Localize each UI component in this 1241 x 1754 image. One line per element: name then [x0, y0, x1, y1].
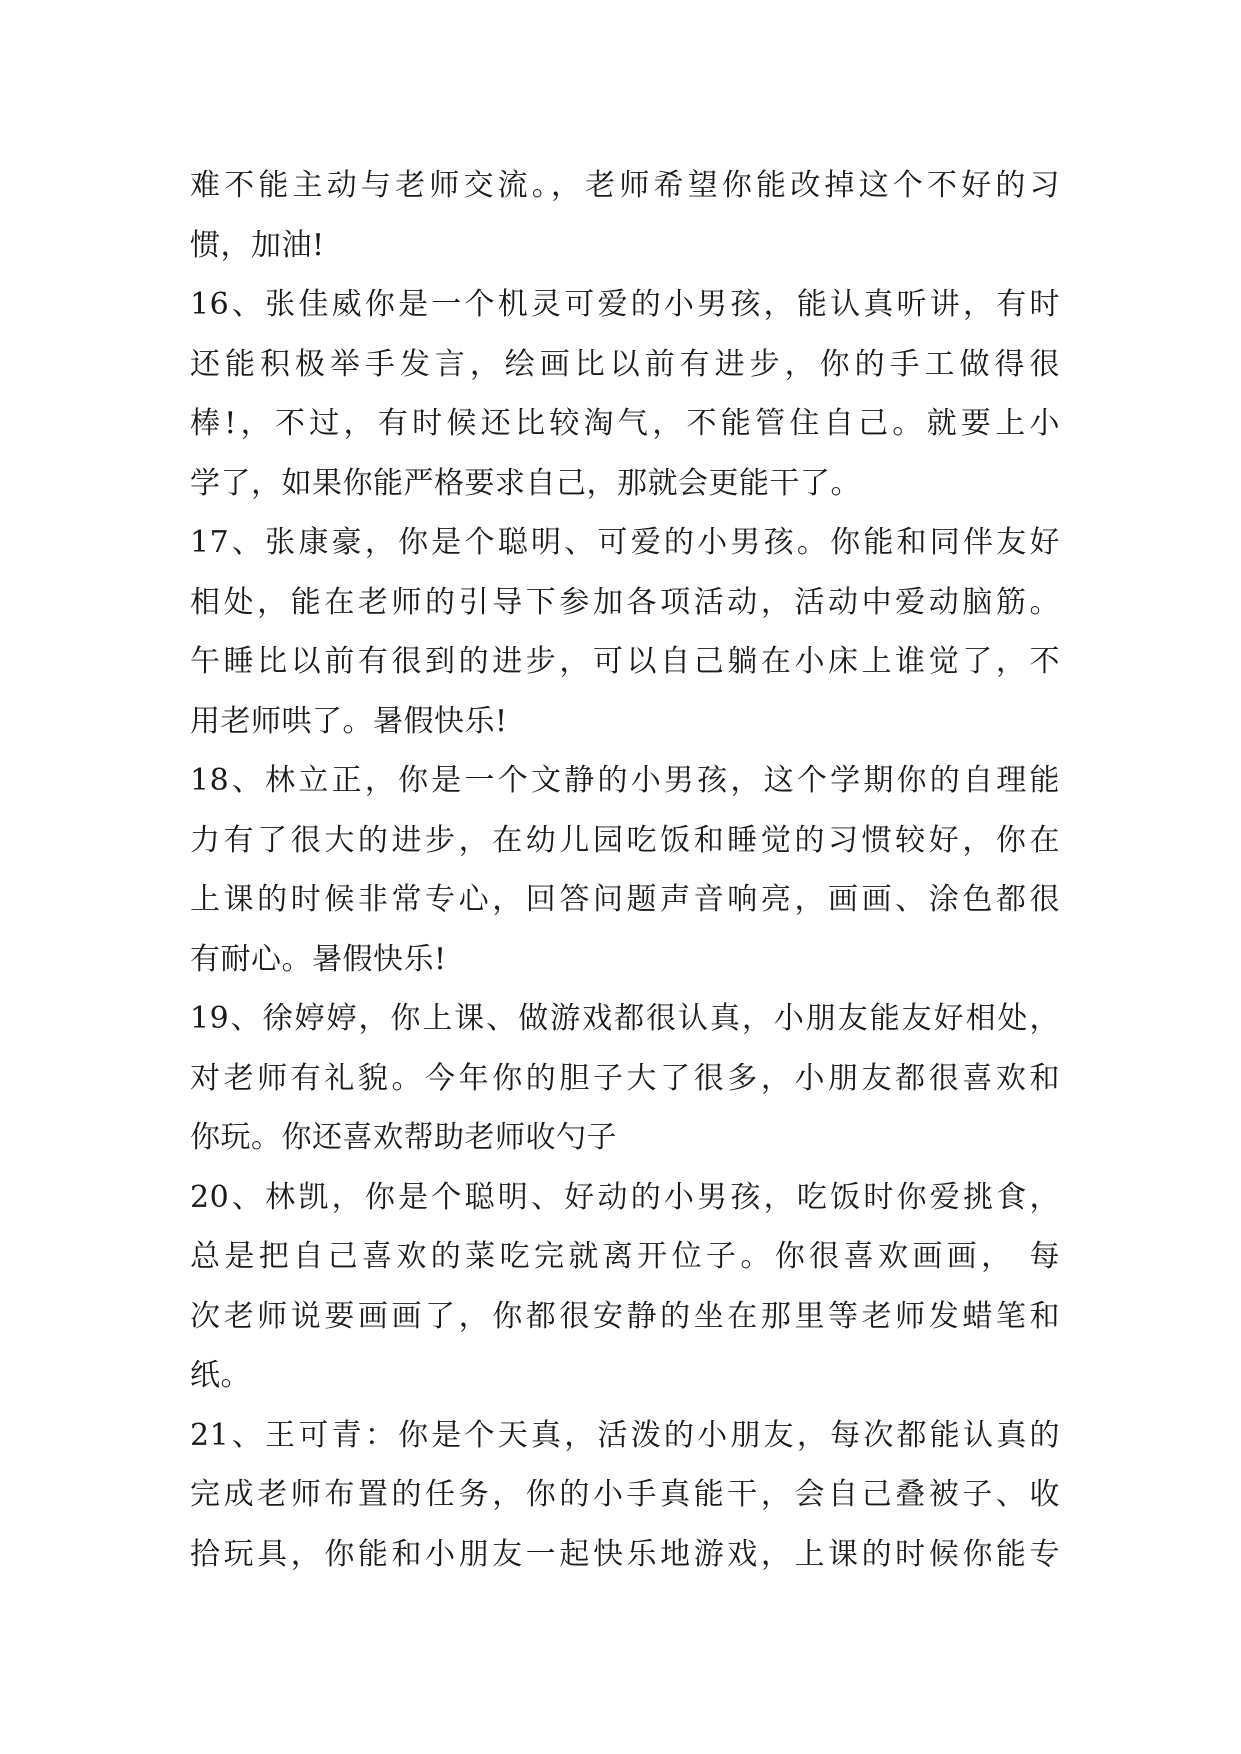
text-line: 有耐心。暑假快乐!: [190, 941, 447, 977]
document-body: [190, 156, 1060, 1584]
text-line: 学了，如果你能严格要求自己，那就会更能干了。: [190, 465, 861, 501]
text-line: 21、王可青：你是个天真，活泼的小朋友，每次都能认真的: [190, 1417, 1060, 1453]
text-line: 19、徐婷婷，你上课、做游戏都很认真，小朋友能友好相处，: [190, 1001, 1060, 1036]
text-line: 纸。: [190, 1358, 251, 1393]
text-line: 午睡比以前有很到的进步，可以自己躺在小床上谁觉了，不: [190, 644, 1060, 679]
text-line: 对老师有礼貌。今年你的胆子大了很多，小朋友都很喜欢和: [190, 1060, 1060, 1096]
text-line: 拾玩具，你能和小朋友一起快乐地游戏，上课的时候你能专: [190, 1536, 1060, 1572]
text-line: 总是把自己喜欢的菜吃完就离开位子。你很喜欢画画， 每: [190, 1239, 1060, 1274]
text-line: 次老师说要画画了，你都很安静的坐在那里等老师发蜡笔和: [190, 1298, 1060, 1334]
text-line: 相处，能在老师的引导下参加各项活动，活动中爱动脑筋。: [190, 584, 1060, 620]
text-line: 16、张佳威你是一个机灵可爱的小男孩，能认真听讲，有时: [190, 287, 1060, 322]
text-line: 还能积极举手发言，绘画比以前有进步，你的手工做得很: [190, 346, 1060, 382]
text-line: 你玩。你还喜欢帮助老师收勺子: [190, 1120, 617, 1155]
text-line: 20、林凯，你是个聪明、好动的小男孩，吃饭时你爱挑食，: [190, 1179, 1060, 1215]
text-line: 18、林立正，你是一个文静的小男孩，这个学期你的自理能: [190, 763, 1060, 798]
text-line: 完成老师布置的任务，你的小手真能干，会自己叠被子、收: [190, 1477, 1060, 1512]
text-line: 17、张康豪，你是个聪明、可爱的小男孩。你能和同伴友好: [190, 525, 1060, 560]
text-line: 难不能主动与老师交流。，老师希望你能改掉这个不好的习: [190, 168, 1060, 203]
text-line: 惯，加油!: [190, 227, 325, 263]
text-line: 棒!，不过，有时候还比较淘气，不能管住自己。就要上小: [190, 406, 1060, 441]
text-line: 上课的时候非常专心，回答问题声音响亮，画画、涂色都很: [190, 882, 1060, 917]
text-line: 力有了很大的进步，在幼儿园吃饭和睡觉的习惯较好，你在: [190, 822, 1060, 858]
text-line: 用老师哄了。暑假快乐!: [190, 703, 508, 739]
